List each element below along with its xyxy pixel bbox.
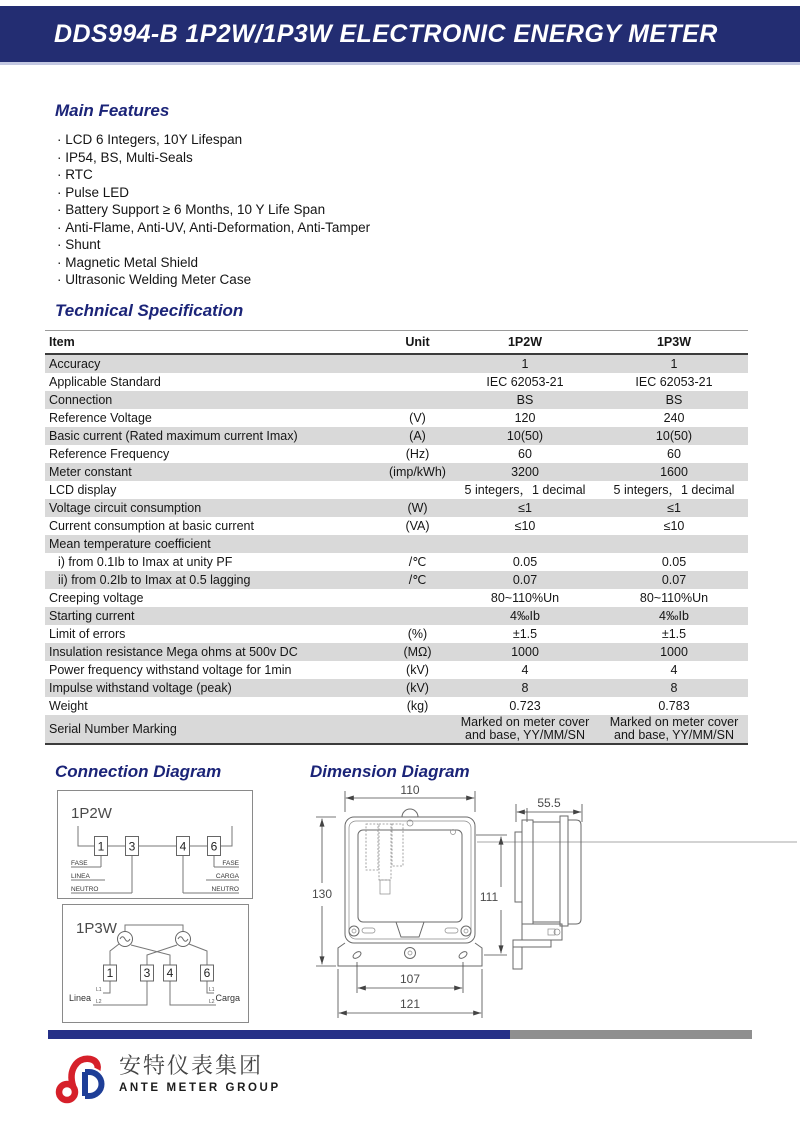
spec-cell-p3w: 0.783 [658, 698, 690, 713]
spec-cell-p3w: 1000 [660, 644, 688, 659]
dim-110: 110 [400, 783, 420, 797]
spec-cell-p2w: 0.07 [512, 572, 538, 587]
p3w-terminal-4: 4 [166, 966, 174, 980]
spec-cell-p3w: 0.07 [661, 572, 687, 587]
spec-row [45, 607, 748, 625]
spec-row [45, 589, 748, 607]
spec-cell-item: Weight [49, 698, 88, 713]
dim-111: 111 [479, 890, 499, 904]
p2w-fase-right: FASE [222, 860, 239, 867]
dim-121: 121 [399, 997, 421, 1011]
spec-cell-p2w: ≤10 [514, 518, 536, 533]
main-features-title: Main Features [55, 101, 170, 120]
spec-cell-p3w: Marked on meter cover and base, YY/MM/SN [609, 715, 739, 742]
spec-cell-p2w: 80~110%Un [490, 590, 560, 605]
feature-item: · Ultrasonic Welding Meter Case [57, 271, 370, 289]
spec-cell-p2w: IEC 62053-21 [486, 374, 564, 389]
spec-row [45, 354, 748, 373]
feature-item: · Magnetic Metal Shield [57, 254, 370, 272]
spec-cell-p3w: ≤10 [663, 518, 685, 533]
spec-row [45, 535, 748, 553]
p3w-terminal-6: 6 [203, 966, 211, 980]
spec-cell-p2w: 10(50) [506, 428, 544, 443]
p2w-linea: LINEA [71, 873, 90, 880]
p2w-terminal-6: 6 [210, 839, 218, 854]
spec-cell-unit: (A) [409, 428, 426, 443]
spec-cell-unit: (kV) [406, 662, 429, 677]
spec-cell-p2w: ±1.5 [512, 626, 538, 641]
spec-cell-unit: (MΩ) [403, 644, 432, 659]
page-title: DDS994-B 1P2W/1P3W ELECTRONIC ENERGY METER [54, 19, 718, 48]
spec-cell-unit [385, 607, 450, 625]
p2w-carga: CARGA [215, 873, 239, 880]
spec-cell-item: Reference Frequency [49, 446, 170, 461]
spec-cell-unit [385, 589, 450, 607]
spec-cell-unit: (V) [409, 410, 426, 425]
spec-row [45, 463, 748, 481]
spec-cell-unit [385, 481, 450, 499]
p2w-terminal-1: 1 [97, 839, 105, 854]
spec-cell-item: Accuracy [49, 356, 101, 371]
spec-row [45, 643, 748, 661]
spec-cell-unit: (VA) [405, 518, 430, 533]
spec-cell-unit: (Hz) [405, 446, 430, 461]
spec-cell-unit: (kg) [406, 698, 429, 713]
spec-cell-unit: (imp/kWh) [389, 464, 446, 479]
spec-cell-p3w: ±1.5 [661, 626, 687, 641]
dim-107: 107 [399, 972, 421, 986]
spec-cell-p2w: Marked on meter cover and base, YY/MM/SN [460, 715, 590, 742]
spec-cell-p2w: 1 [521, 356, 529, 371]
spec-cell-item: Limit of errors [49, 626, 126, 641]
spec-cell-item: Starting current [49, 608, 135, 623]
spec-cell-unit [385, 354, 450, 373]
logo-chinese-name: 安特仪表集团 [119, 1054, 264, 1079]
spec-cell-item: Insulation resistance Mega ohms at 500v DC [49, 644, 298, 659]
connection-1p3w-drawing [63, 905, 246, 1020]
spec-row [45, 697, 748, 715]
spec-cell-p3w [600, 535, 748, 553]
spec-cell-p2w: 4‰Ib [510, 608, 540, 623]
p3w-l1-left: L1 [96, 987, 102, 993]
connection-diagram-1p3w [62, 904, 249, 1023]
spec-cell-p2w: 1000 [511, 644, 539, 659]
p3w-linea-label: Linea [69, 993, 92, 1003]
spec-row [45, 661, 748, 679]
spec-cell-p2w: 3200 [511, 464, 539, 479]
p3w-terminal-3: 3 [143, 966, 151, 980]
divider-gray-segment [510, 1030, 752, 1039]
dimension-annotations [312, 783, 582, 1018]
spec-cell-item: Applicable Standard [49, 374, 161, 389]
spec-cell-p3w: 1600 [660, 464, 688, 479]
spec-cell-item: Meter constant [49, 464, 132, 479]
feature-item: · IP54, BS, Multi-Seals [57, 149, 370, 167]
p3w-l2-left: L2 [96, 999, 102, 1005]
connection-diagram-title: Connection Diagram [55, 762, 222, 781]
connection-1p2w-drawing [58, 791, 250, 896]
p2w-label: 1P2W [71, 805, 112, 822]
spec-cell-unit: (%) [407, 626, 428, 641]
meter-side-view [513, 808, 581, 969]
spec-cell-p2w: 4 [521, 662, 529, 677]
col-header-1p2w: 1P2W [450, 331, 600, 355]
spec-cell-p3w: 60 [667, 446, 681, 461]
spec-row [45, 427, 748, 445]
p2w-fase-left: FASE [71, 860, 88, 867]
p3w-l1-right: L1 [209, 987, 215, 993]
connection-diagram-1p2w [57, 790, 253, 899]
p3w-carga-label: Carga [215, 993, 240, 1003]
col-header-unit: Unit [385, 331, 450, 355]
spec-cell-p3w: IEC 62053-21 [635, 374, 713, 389]
spec-cell-unit: (W) [407, 500, 428, 515]
spec-cell-p3w: 0.05 [661, 554, 687, 569]
spec-row [45, 715, 748, 744]
p2w-terminal-3: 3 [128, 839, 136, 854]
p2w-neutro-left: NEUTRO [71, 886, 99, 893]
technical-specification-title: Technical Specification [55, 301, 244, 320]
spec-header-row [45, 331, 748, 355]
spec-cell-item: Current consumption at basic current [49, 518, 254, 533]
spec-cell-item: LCD display [49, 482, 117, 497]
col-header-1p3w: 1P3W [600, 331, 748, 355]
dim-55-5: 55.5 [537, 796, 561, 810]
feature-item: · Shunt [57, 236, 370, 254]
spec-cell-item: Serial Number Marking [49, 721, 177, 736]
spec-cell-p3w: 10(50) [655, 428, 693, 443]
spec-cell-item: Basic current (Rated maximum current Imax) [49, 428, 298, 443]
feature-item: · Pulse LED [57, 184, 370, 202]
spec-cell-item: Creeping voltage [49, 590, 144, 605]
spec-cell-item: Voltage circuit consumption [49, 500, 202, 515]
spec-cell-p3w: BS [665, 392, 683, 407]
feature-item: · LCD 6 Integers, 10Y Lifespan [57, 131, 370, 149]
col-header-item: Item [45, 331, 385, 355]
spec-cell-p2w: 8 [521, 680, 529, 695]
spec-cell-p3w: 8 [670, 680, 678, 695]
p3w-side-labels [69, 987, 240, 1005]
spec-cell-p3w: ≤1 [667, 500, 681, 515]
feature-item: · Battery Support ≥ 6 Months, 10 Y Life Span [57, 201, 370, 219]
spec-row [45, 481, 748, 499]
spec-cell-unit: /℃ [408, 554, 427, 569]
p2w-neutro-right: NEUTRO [211, 886, 239, 893]
spec-row [45, 625, 748, 643]
logo-english-name: ANTE METER GROUP [119, 1082, 281, 1094]
spec-cell-item: Connection [49, 392, 113, 407]
spec-row [45, 553, 748, 571]
spec-cell-p3w: 5 integers，1 decimal [613, 482, 735, 497]
spec-cell-unit: (kV) [406, 680, 429, 695]
spec-cell-unit: /℃ [408, 572, 427, 587]
spec-cell-item: Power frequency withstand voltage for 1min [49, 662, 292, 677]
spec-cell-unit [385, 373, 450, 391]
spec-cell-p2w: 0.723 [509, 698, 541, 713]
p3w-terminal-1: 1 [106, 966, 114, 980]
p3w-l2-right: L2 [209, 999, 215, 1005]
spec-cell-item: ii) from 0.2Ib to Imax at 0.5 lagging [58, 572, 251, 587]
p3w-label: 1P3W [76, 920, 117, 937]
spec-row [45, 517, 748, 535]
spec-cell-p2w: 60 [518, 446, 532, 461]
spec-row [45, 679, 748, 697]
spec-row [45, 571, 748, 589]
dimension-drawing [310, 782, 800, 1025]
spec-cell-p2w: ≤1 [518, 500, 532, 515]
spec-cell-p3w: 4 [670, 662, 678, 677]
spec-row [45, 445, 748, 463]
spec-table [45, 330, 748, 745]
spec-cell-p2w: 0.05 [512, 554, 538, 569]
main-features-list [57, 131, 370, 289]
logo-text-block [119, 1050, 281, 1094]
spec-cell-p3w: 240 [663, 410, 685, 425]
dim-130: 130 [311, 887, 333, 901]
footer-divider [48, 1030, 752, 1039]
spec-cell-p2w: 5 integers，1 decimal [464, 482, 586, 497]
spec-cell-item: Impulse withstand voltage (peak) [49, 680, 232, 695]
spec-row [45, 373, 748, 391]
title-banner [0, 6, 800, 65]
spec-row [45, 499, 748, 517]
p2w-terminal-4: 4 [179, 839, 187, 854]
p3w-sources [118, 932, 191, 947]
spec-cell-item: Reference Voltage [49, 410, 152, 425]
company-logo [52, 1050, 281, 1105]
feature-item: · RTC [57, 166, 370, 184]
spec-cell-p3w: 1 [670, 356, 678, 371]
ante-logo-icon [52, 1050, 110, 1105]
spec-cell-item: Mean temperature coefficient [49, 536, 211, 551]
dimension-diagram-title: Dimension Diagram [310, 762, 470, 781]
spec-cell-p3w: 80~110%Un [639, 590, 709, 605]
spec-row [45, 409, 748, 427]
spec-cell-p2w [450, 535, 600, 553]
spec-cell-unit [385, 715, 450, 744]
spec-cell-p2w: BS [516, 392, 534, 407]
feature-item: · Anti-Flame, Anti-UV, Anti-Deformation, Anti-Tamper [57, 219, 370, 237]
spec-cell-unit [385, 391, 450, 409]
divider-navy-segment [48, 1030, 510, 1039]
spec-cell-unit [385, 535, 450, 553]
spec-row [45, 391, 748, 409]
spec-cell-item: i) from 0.1Ib to Imax at unity PF [58, 554, 233, 569]
p3w-terminals [104, 965, 214, 981]
spec-cell-p2w: 120 [514, 410, 536, 425]
spec-cell-p3w: 4‰Ib [659, 608, 689, 623]
